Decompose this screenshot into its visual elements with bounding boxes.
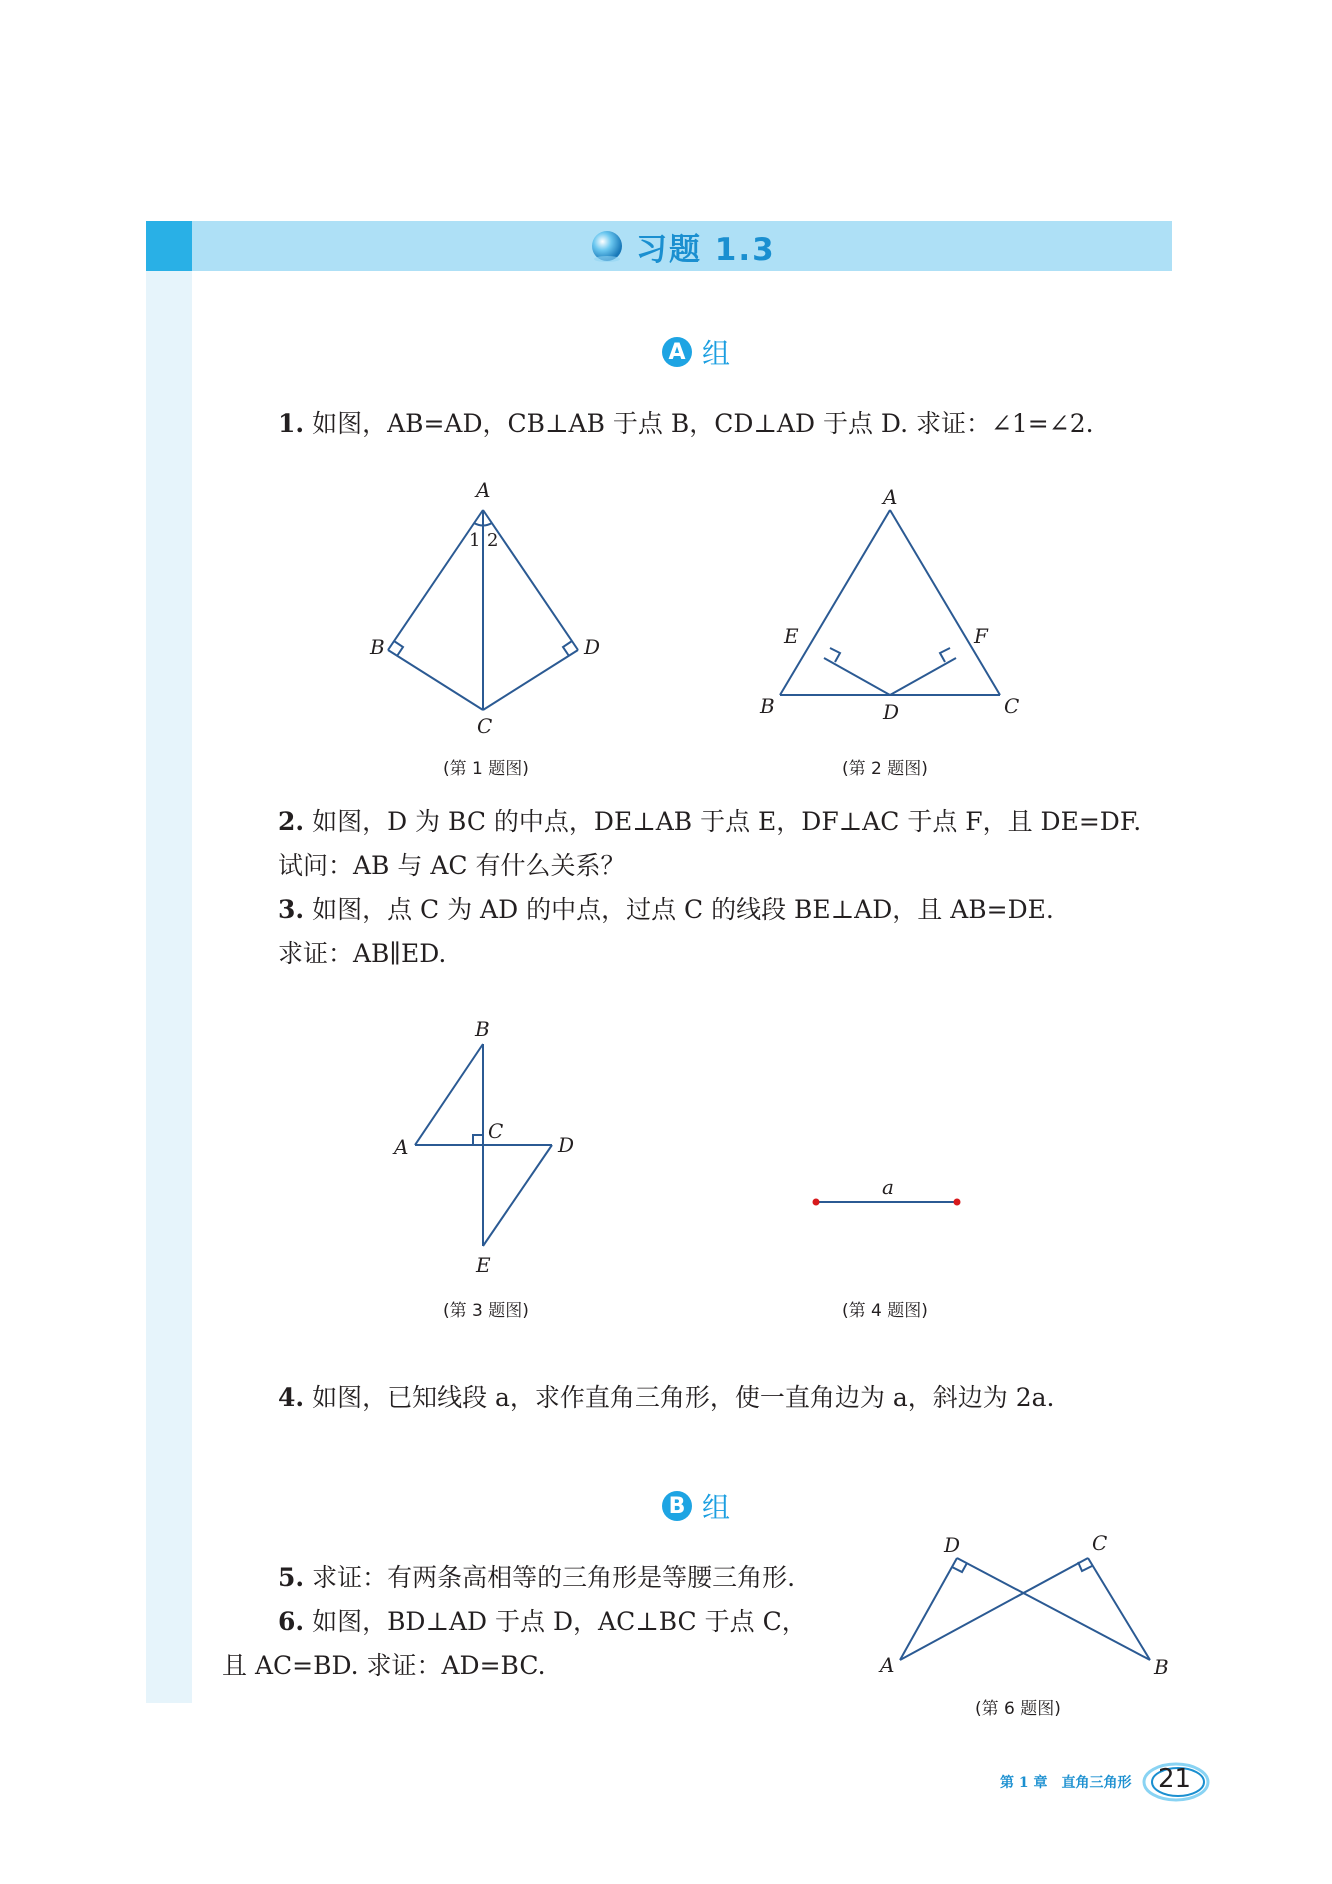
group-a-heading <box>662 332 730 372</box>
side-strip <box>146 271 192 1703</box>
problem-1 <box>278 402 1094 446</box>
fig2-side-AB <box>780 510 890 695</box>
fig2-right-angle-E <box>830 648 840 662</box>
fig1-side-DC <box>483 650 578 710</box>
fig1-caption: (第 1 题图) <box>443 759 529 779</box>
fig3-label-D: D <box>558 1133 575 1157</box>
fig1-label-B: B <box>370 635 385 659</box>
fig2-side-AC <box>890 510 1000 695</box>
problem-2-line-1: 如图，D 为 BC 的中点，DE⊥AB 于点 E，DF⊥AC 于点 F，且 DE=DF. <box>312 807 1142 836</box>
fig1-label-1: 1 <box>469 530 481 551</box>
fig1-label-C: C <box>477 714 493 738</box>
problem-5-number: 5. <box>278 1563 305 1592</box>
problem-5 <box>278 1556 795 1600</box>
problem-3-number: 3. <box>278 895 305 924</box>
figure-2 <box>750 480 1030 730</box>
fig1-side-BC <box>388 650 483 710</box>
fig2-label-D: D <box>883 700 900 724</box>
problem-5-text: 求证：有两条高相等的三角形是等腰三角形. <box>312 1563 796 1592</box>
problem-1-text: 如图，AB=AD，CB⊥AB 于点 B，CD⊥AD 于点 D. 求证：∠1=∠2. <box>312 409 1094 438</box>
problem-6-line-2: 且 AC=BD. 求证：AD=BC. <box>222 1651 546 1680</box>
group-a-badge: A <box>662 337 692 367</box>
fig2-caption: (第 2 题图) <box>842 759 928 779</box>
fig4-endpoint-left <box>813 1199 820 1206</box>
fig6-label-C: C <box>1092 1531 1108 1555</box>
fig3-label-B: B <box>475 1017 490 1041</box>
figure-6 <box>870 1530 1190 1680</box>
fig2-segment-DE <box>824 658 890 695</box>
fig3-caption: (第 3 题图) <box>443 1301 529 1321</box>
fig3-side-AB <box>415 1044 483 1145</box>
fig4-caption: (第 4 题图) <box>842 1301 928 1321</box>
fig4-endpoint-right <box>954 1199 961 1206</box>
fig2-segment-DF <box>890 658 956 695</box>
problem-2 <box>278 800 1141 888</box>
fig3-label-E: E <box>476 1253 491 1277</box>
fig6-label-A: A <box>880 1653 895 1677</box>
problem-3-line-2: 求证：AB∥ED. <box>278 939 447 968</box>
group-a-label: 组 <box>702 337 731 370</box>
fig1-label-A: A <box>476 478 491 502</box>
problem-4-text: 如图，已知线段 a，求作直角三角形，使一直角边为 a，斜边为 2a. <box>312 1383 1055 1412</box>
fig2-right-angle-F <box>940 648 950 662</box>
fig2-label-E: E <box>784 624 799 648</box>
page-number: 21 <box>1158 1764 1192 1794</box>
figure-3 <box>380 1010 600 1280</box>
group-b-badge: B <box>662 1491 692 1521</box>
fig6-label-D: D <box>944 1533 961 1557</box>
fig2-label-F: F <box>974 624 988 648</box>
fig3-label-A: A <box>394 1135 409 1159</box>
figure-4 <box>800 1170 980 1220</box>
problem-3 <box>278 888 1054 976</box>
figure-1 <box>360 470 620 740</box>
fig2-label-C: C <box>1004 694 1020 718</box>
problem-4 <box>278 1376 1054 1420</box>
problem-4-number: 4. <box>278 1383 305 1412</box>
problem-3-line-1: 如图，点 C 为 AD 的中点，过点 C 的线段 BE⊥AD，且 AB=DE. <box>312 895 1054 924</box>
footer-chapter: 第 1 章 直角三角形 <box>1000 1775 1132 1791</box>
fig1-label-D: D <box>584 635 601 659</box>
fig6-caption: (第 6 题图) <box>975 1699 1061 1719</box>
fig1-label-2: 2 <box>487 530 499 551</box>
problem-6-number: 6. <box>278 1607 305 1636</box>
fig2-label-B: B <box>760 694 775 718</box>
fig3-right-angle-C <box>473 1135 483 1145</box>
problem-6-line-1: 如图，BD⊥AD 于点 D，AC⊥BC 于点 C， <box>312 1607 807 1636</box>
fig3-side-DE <box>483 1145 552 1246</box>
problem-2-number: 2. <box>278 807 305 836</box>
fig6-side-DB <box>957 1558 1150 1660</box>
group-b-label: 组 <box>702 1491 731 1524</box>
fig6-label-B: B <box>1154 1655 1169 1679</box>
fig3-label-C: C <box>488 1119 504 1143</box>
group-b-heading <box>662 1486 730 1526</box>
exercise-title <box>590 224 776 268</box>
problem-2-line-2: 试问：AB 与 AC 有什么关系？ <box>278 851 626 880</box>
exercise-title-text: 习题 1.3 <box>636 231 776 268</box>
header-tab <box>146 221 192 271</box>
fig2-label-A: A <box>883 485 898 509</box>
problem-6 <box>222 1600 807 1688</box>
globe-icon <box>590 229 624 263</box>
problem-1-number: 1. <box>278 409 305 438</box>
fig4-label-a: a <box>882 1175 894 1199</box>
